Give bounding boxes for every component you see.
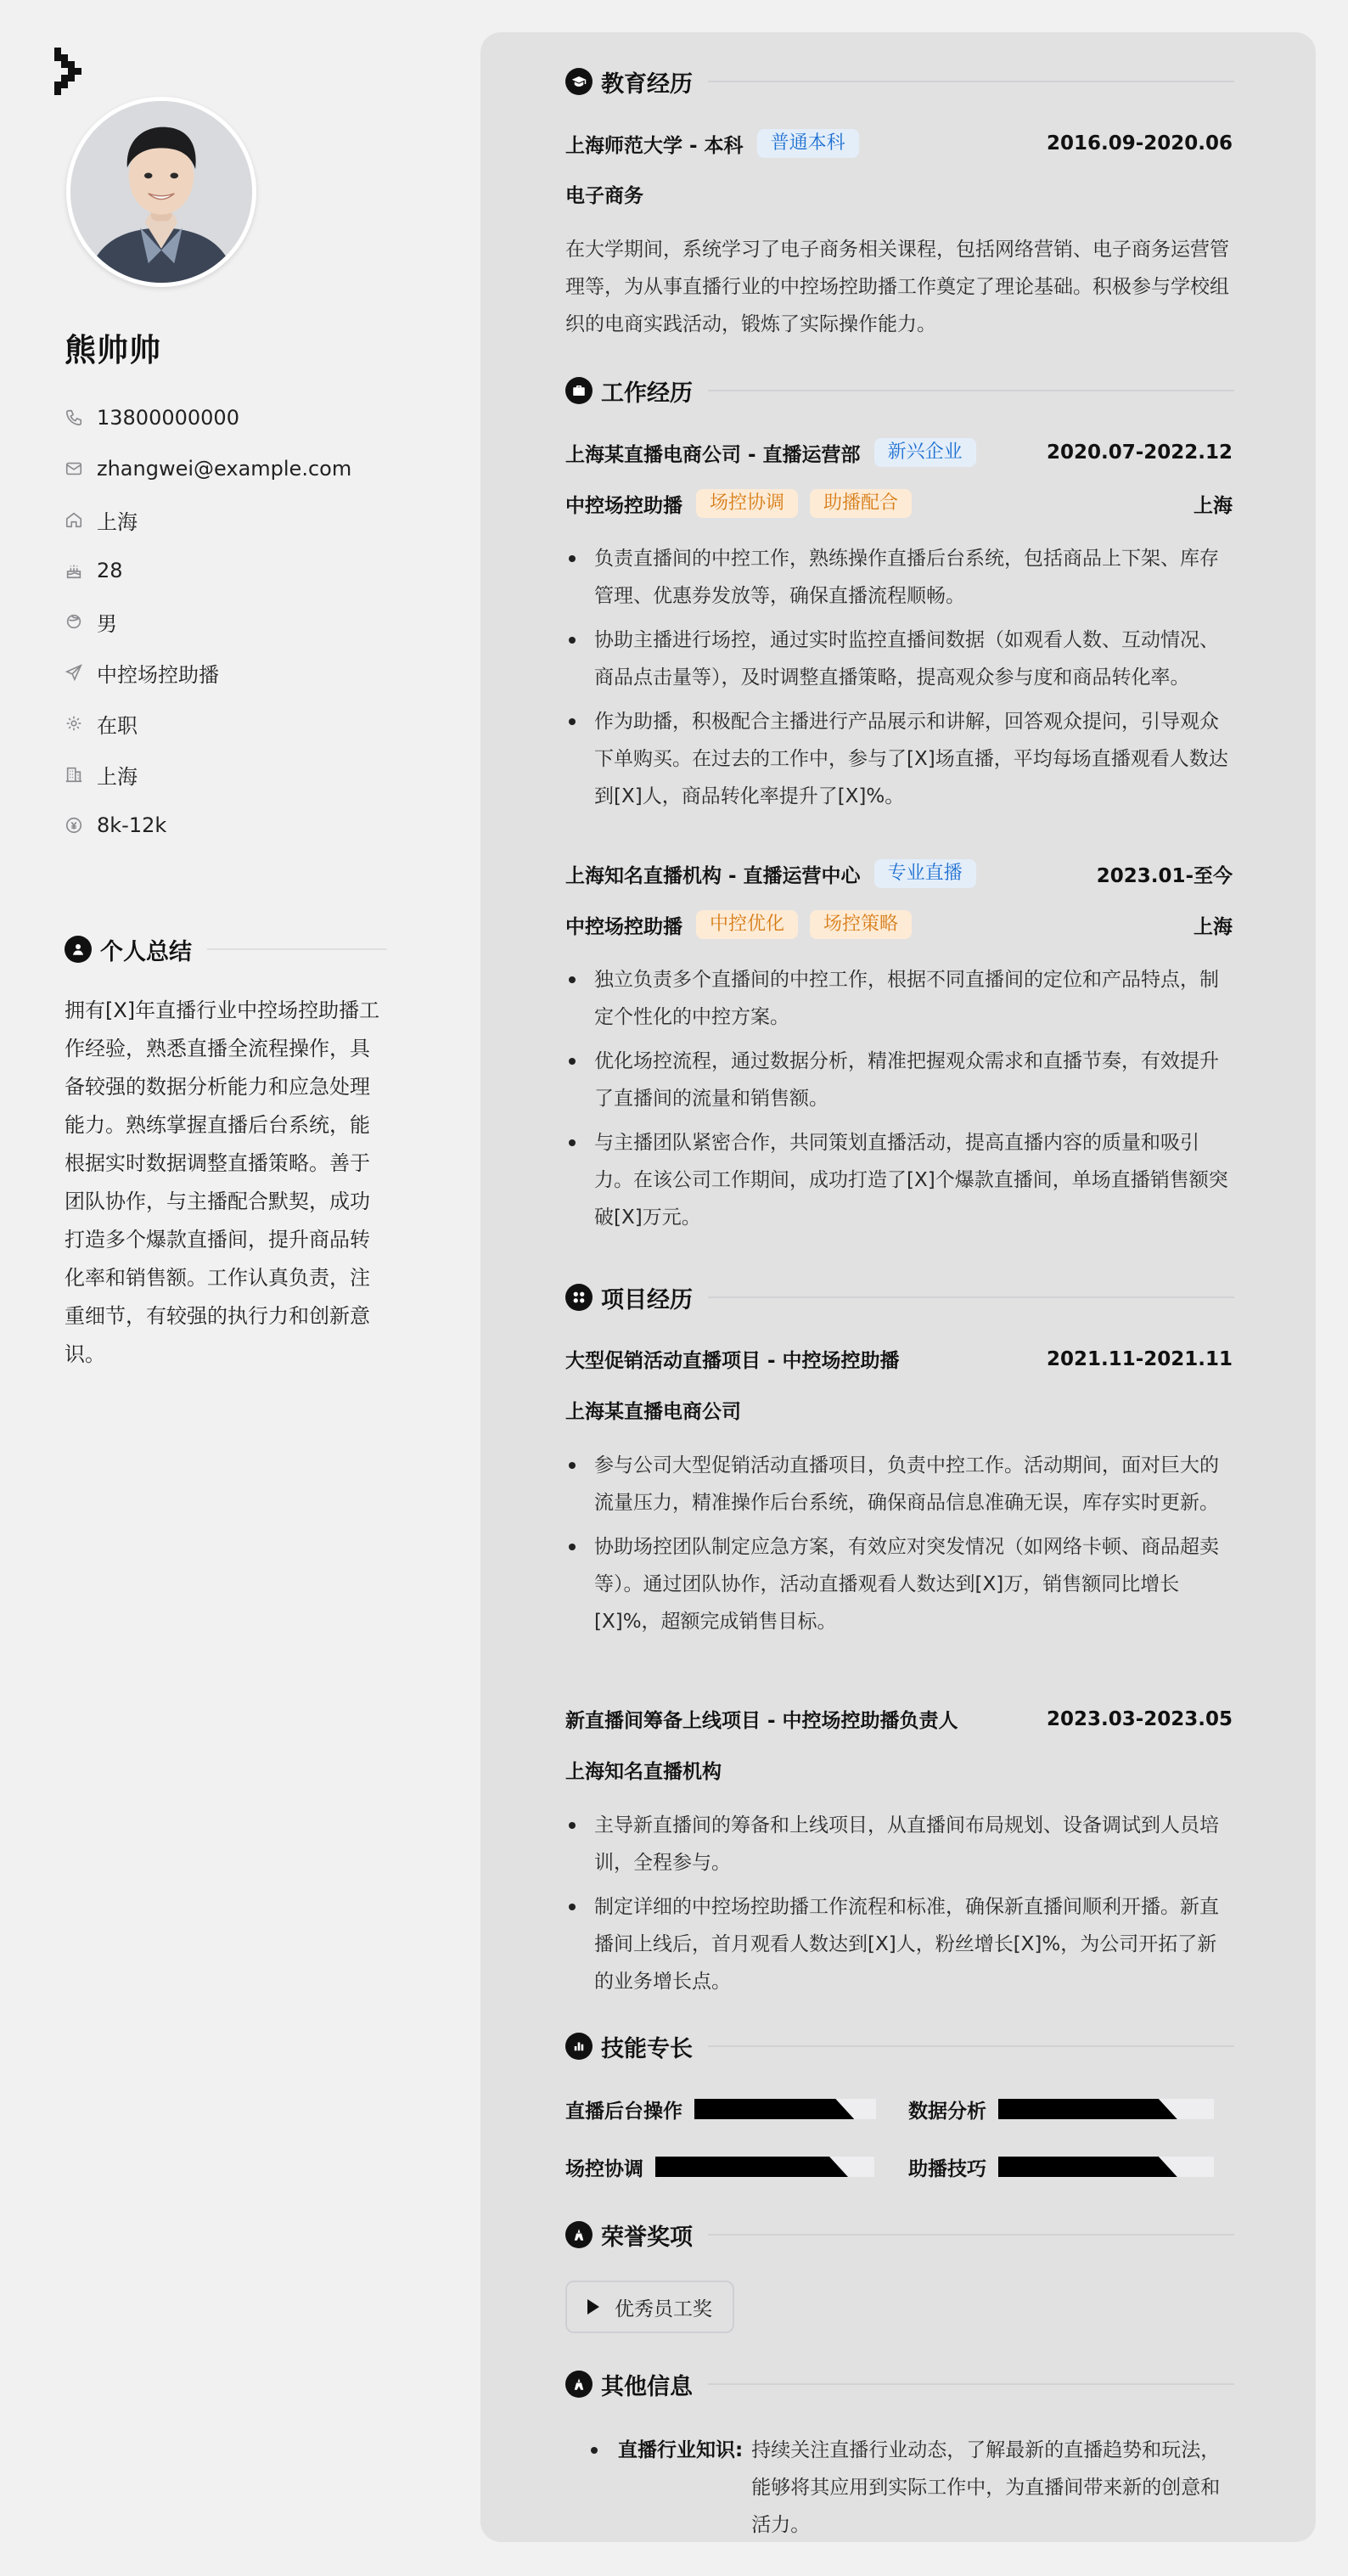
skill-fill [694, 2099, 854, 2119]
gender-icon [65, 612, 83, 631]
skills-section-header [565, 2029, 1234, 2063]
skill-fill [655, 2157, 848, 2177]
award-chip [565, 2281, 734, 2333]
divider [708, 1296, 1234, 1298]
trophy-icon [565, 2221, 593, 2248]
project-1-header [565, 1345, 1233, 1373]
role-tag: 场控策略 [810, 910, 912, 939]
address-text: 上海 [97, 509, 138, 534]
user-icon [65, 936, 92, 963]
project-date: 2021.11-2021.11 [1046, 1347, 1233, 1370]
job-1-header [565, 438, 1233, 467]
logo-icon [54, 48, 88, 102]
company-tag: 专业直播 [874, 859, 976, 888]
job-role: 中控场控助播 [565, 494, 682, 517]
project-1-bullets [565, 1447, 1233, 1647]
phone-text: 13800000000 [97, 406, 239, 430]
project-2-header [565, 1705, 1233, 1733]
job-2-role [565, 910, 1233, 939]
job-location: 上海 [1194, 494, 1233, 517]
briefcase-icon [565, 377, 593, 404]
project-name: 新直播间筹备上线项目 - 中控场控助播负责人 [565, 1710, 958, 1732]
summary-section-header [65, 932, 387, 966]
position-text: 中控场控助播 [97, 662, 219, 687]
divider [708, 2045, 1234, 2047]
skill-bar [998, 2157, 1214, 2177]
other-item [591, 2432, 1236, 2544]
bullet-dot [591, 2447, 598, 2454]
job-company: 上海知名直播机构 - 直播运营中心 [565, 864, 861, 887]
other-section-header [565, 2367, 1234, 2401]
project-name: 大型促销活动直播项目 - 中控场控助播 [565, 1350, 900, 1372]
play-icon [587, 2299, 599, 2314]
skill-label: 直播后台操作 [565, 2100, 682, 2123]
skill-item [908, 2092, 1214, 2126]
list-item: 协助主播进行场控，通过实时监控直播间数据（如观看人数、互动情况、商品点击量等），及时调整直播策略，提高观众参与度和商品转化率。 [565, 622, 1233, 696]
age-text: 28 [97, 559, 123, 582]
city-text: 上海 [97, 764, 138, 789]
home-icon [65, 510, 83, 529]
info-phone [65, 392, 421, 443]
skill-bar [998, 2099, 1214, 2119]
list-item: 作为助播，积极配合主播进行产品展示和讲解，回答观众提问，引导观众下单购买。在过去的工作中，参与了[X]场直播，平均每场直播观看人数达到[X]人，商品转化率提升了[X]%。 [565, 703, 1233, 815]
divider [207, 948, 387, 950]
salary-icon [65, 816, 83, 835]
job-1-role [565, 489, 1233, 518]
info-salary [65, 800, 421, 851]
status-icon [65, 714, 83, 733]
skill-item [908, 2150, 1214, 2184]
graduation-cap-icon [565, 68, 593, 95]
job-2-bullets [565, 961, 1233, 1243]
gender-text: 男 [97, 611, 117, 636]
project-1-org [565, 1396, 1233, 1424]
summary-text: 拥有[X]年直播行业中控场控助播工作经验，熟悉直播全流程操作，具备较强的数据分析能力和应急处理能力。熟练掌握直播后台系统，能根据实时数据调整直播策略。善于团队协作，与主播配合默契，成功打造多个爆款直播间，提升商品转化率和销售额。工作认真负责，注重细节，有较强的执行力和创新意识。 [65, 998, 380, 1366]
skill-label: 数据分析 [908, 2100, 986, 2123]
info-city [65, 749, 421, 800]
education-tag: 普通本科 [757, 129, 859, 158]
skills-title: 技能专长 [601, 2035, 693, 2062]
skill-fill [998, 2157, 1177, 2177]
education-date: 2016.09-2020.06 [1046, 132, 1233, 155]
status-text: 在职 [97, 713, 138, 738]
skill-item [565, 2150, 874, 2184]
skill-bar [655, 2157, 874, 2177]
education-title: 教育经历 [601, 70, 693, 98]
skill-fill [998, 2099, 1177, 2119]
education-section-header [565, 65, 1234, 98]
candidate-name: 熊帅帅 [65, 332, 161, 368]
list-item: 优化场控流程，通过数据分析，精准把握观众需求和直播节奏，有效提升了直播间的流量和销售额。 [565, 1043, 1233, 1117]
skill-bar [694, 2099, 876, 2119]
role-tag: 场控协调 [696, 489, 798, 518]
education-row [565, 129, 1233, 158]
project-date: 2023.03-2023.05 [1046, 1707, 1233, 1730]
job-company: 上海某直播电商公司 - 直播运营部 [565, 443, 861, 466]
job-2-header [565, 859, 1233, 888]
email-text: zhangwei@example.com [97, 457, 352, 481]
job-date: 2020.07-2022.12 [1046, 442, 1233, 464]
skill-label: 助播技巧 [908, 2157, 986, 2180]
divider [708, 81, 1234, 82]
education-description: 在大学期间，系统学习了电子商务相关课程，包括网络营销、电子商务运营管理等，为从事直播行业的中控场控助播工作奠定了理论基础。积极参与学校组织的电商实践活动，锻炼了实际操作能力。 [565, 239, 1229, 335]
avatar-portrait [70, 101, 252, 283]
job-location: 上海 [1194, 915, 1233, 938]
info-age [65, 545, 421, 596]
projects-section-header [565, 1280, 1234, 1314]
info-email [65, 443, 421, 494]
other-title: 其他信息 [601, 2373, 693, 2400]
work-section-header [565, 374, 1234, 408]
phone-icon [65, 408, 83, 427]
project-org: 上海知名直播机构 [565, 1761, 722, 1783]
other-value: 持续关注直播行业动态，了解最新的直播趋势和玩法，能够将其应用到实际工作中，为直播间带来新的创意和活力。 [751, 2439, 1221, 2536]
contact-info-list [65, 392, 421, 851]
bar-chart-icon [565, 2033, 593, 2060]
list-item: 制定详细的中控场控助播工作流程和标准，确保新直播间顺利开播。新直播间上线后，首月观看人数达到[X]人，粉丝增长[X]%，为公司开拓了新的业务增长点。 [565, 1888, 1233, 2000]
main-panel [480, 32, 1316, 2542]
summary-title: 个人总结 [100, 938, 192, 965]
divider [708, 390, 1234, 391]
info-gender [65, 596, 421, 647]
send-icon [65, 663, 83, 682]
list-item: 协助场控团队制定应急方案，有效应对突发情况（如网络卡顿、商品超卖等）。通过团队协作，活动直播观看人数达到[X]万，销售额同比增长[X]%，超额完成销售目标。 [565, 1528, 1233, 1640]
major: 电子商务 [565, 185, 643, 207]
skill-label: 场控协调 [565, 2157, 643, 2180]
award-label: 优秀员工奖 [615, 2298, 712, 2320]
salary-text: 8k-12k [97, 813, 167, 837]
divider [708, 2383, 1234, 2385]
list-item: 负责直播间的中控工作，熟练操作直播后台系统，包括商品上下架、库存管理、优惠券发放等，确保直播流程顺畅。 [565, 540, 1233, 615]
job-role: 中控场控助播 [565, 915, 682, 938]
company-tag: 新兴企业 [874, 438, 976, 467]
work-title: 工作经历 [601, 380, 693, 407]
project-2-org [565, 1756, 1233, 1784]
grid-icon [565, 1284, 593, 1311]
skill-item [565, 2092, 876, 2126]
list-item: 与主播团队紧密合作，共同策划直播活动，提高直播内容的质量和吸引力。在该公司工作期间，成功打造了[X]个爆款直播间，单场直播销售额突破[X]万元。 [565, 1124, 1233, 1236]
projects-title: 项目经历 [601, 1286, 693, 1313]
cake-icon [65, 561, 83, 580]
info-address [65, 494, 421, 545]
project-2-bullets [565, 1807, 1233, 2007]
awards-title: 荣誉奖项 [601, 2224, 693, 2251]
role-tag: 助播配合 [810, 489, 912, 518]
project-org: 上海某直播电商公司 [565, 1401, 741, 1423]
info-position [65, 647, 421, 698]
other-label: 直播行业知识: [618, 2439, 744, 2461]
list-item: 主导新直播间的筹备和上线项目，从直播间布局规划、设备调试到人员培训，全程参与。 [565, 1807, 1233, 1881]
awards-section-header [565, 2218, 1234, 2252]
divider [708, 2234, 1234, 2236]
school-name: 上海师范大学 - 本科 [565, 134, 744, 157]
list-item: 参与公司大型促销活动直播项目，负责中控工作。活动期间，面对巨大的流量压力，精准操作后台系统，确保商品信息准确无误，库存实时更新。 [565, 1447, 1233, 1521]
job-date: 2023.01-至今 [1096, 864, 1233, 887]
info-icon [565, 2371, 593, 2398]
building-icon [65, 765, 83, 784]
sidebar [0, 0, 480, 2576]
avatar [66, 97, 256, 287]
major-row [565, 180, 1233, 208]
job-1-bullets [565, 540, 1233, 822]
list-item: 独立负责多个直播间的中控工作，根据不同直播间的定位和产品特点，制定个性化的中控方案。 [565, 961, 1233, 1036]
mail-icon [65, 459, 83, 478]
info-status [65, 698, 421, 749]
role-tag: 中控优化 [696, 910, 798, 939]
